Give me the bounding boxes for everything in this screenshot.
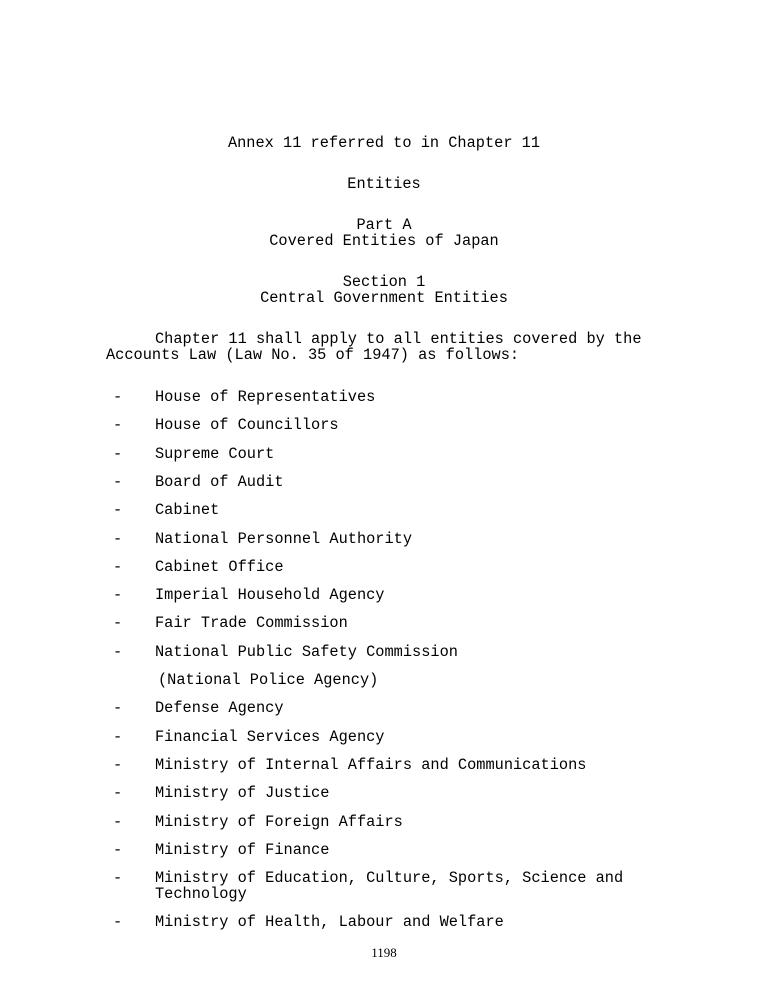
list-bullet-dash: - [113, 614, 123, 633]
list-bullet-dash: - [113, 501, 123, 520]
list-item: Ministry of Internal Affairs and Communications [155, 755, 587, 774]
list-bullet-dash: - [113, 529, 123, 548]
list-item: Cabinet Office [155, 557, 284, 576]
list-item: Ministry of Health, Labour and Welfare [155, 913, 504, 932]
list-item: Technology [155, 885, 247, 904]
section-title: Central Government Entities [260, 289, 508, 307]
list-item: Supreme Court [155, 444, 275, 463]
section-label: Section 1 [342, 273, 426, 291]
annex-title: Annex 11 referred to in Chapter 11 [227, 134, 541, 152]
list-bullet-dash: - [113, 755, 123, 774]
list-bullet-dash: - [113, 913, 123, 932]
part-label: Part A [356, 216, 412, 234]
intro-line-1: Chapter 11 shall apply to all entities covered by the [155, 330, 642, 348]
list-bullet-dash: - [113, 388, 123, 406]
list-bullet-dash: - [113, 784, 123, 803]
list-item: Financial Services Agency [155, 727, 385, 746]
list-bullet-dash: - [113, 444, 123, 463]
list-bullet-dash: - [113, 642, 123, 661]
list-item: Board of Audit [155, 472, 284, 491]
list-item: Defense Agency [155, 699, 284, 718]
list-bullet-dash: - [113, 586, 123, 605]
list-bullet-dash: - [113, 699, 123, 718]
list-item: (National Police Agency) [158, 671, 379, 689]
intro-line-2: Accounts Law (Law No. 35 of 1947) as follows: [106, 346, 520, 364]
list-item: Cabinet [155, 501, 220, 520]
list-bullet-dash: - [113, 869, 123, 888]
part-title: Covered Entities of Japan [269, 232, 499, 250]
list-item: House of Representatives [155, 388, 376, 406]
list-bullet-dash: - [113, 727, 123, 746]
list-bullet-dash: - [113, 840, 123, 859]
list-item: Ministry of Education, Culture, Sports, Science and [155, 869, 624, 888]
list-item: House of Councillors [155, 416, 339, 435]
list-item: Ministry of Finance [155, 840, 330, 859]
list-bullet-dash: - [113, 472, 123, 491]
list-item: Ministry of Foreign Affairs [155, 812, 403, 831]
entities-heading: Entities [347, 175, 421, 193]
list-bullet-dash: - [113, 812, 123, 831]
list-item: Imperial Household Agency [155, 586, 385, 605]
list-item: Fair Trade Commission [155, 614, 348, 633]
list-item: Ministry of Justice [155, 784, 330, 803]
list-item: National Personnel Authority [155, 529, 413, 548]
list-item: National Public Safety Commission [155, 642, 458, 661]
list-bullet-dash: - [113, 557, 123, 576]
page-number: 1198 [371, 945, 397, 960]
list-bullet-dash: - [113, 416, 123, 435]
